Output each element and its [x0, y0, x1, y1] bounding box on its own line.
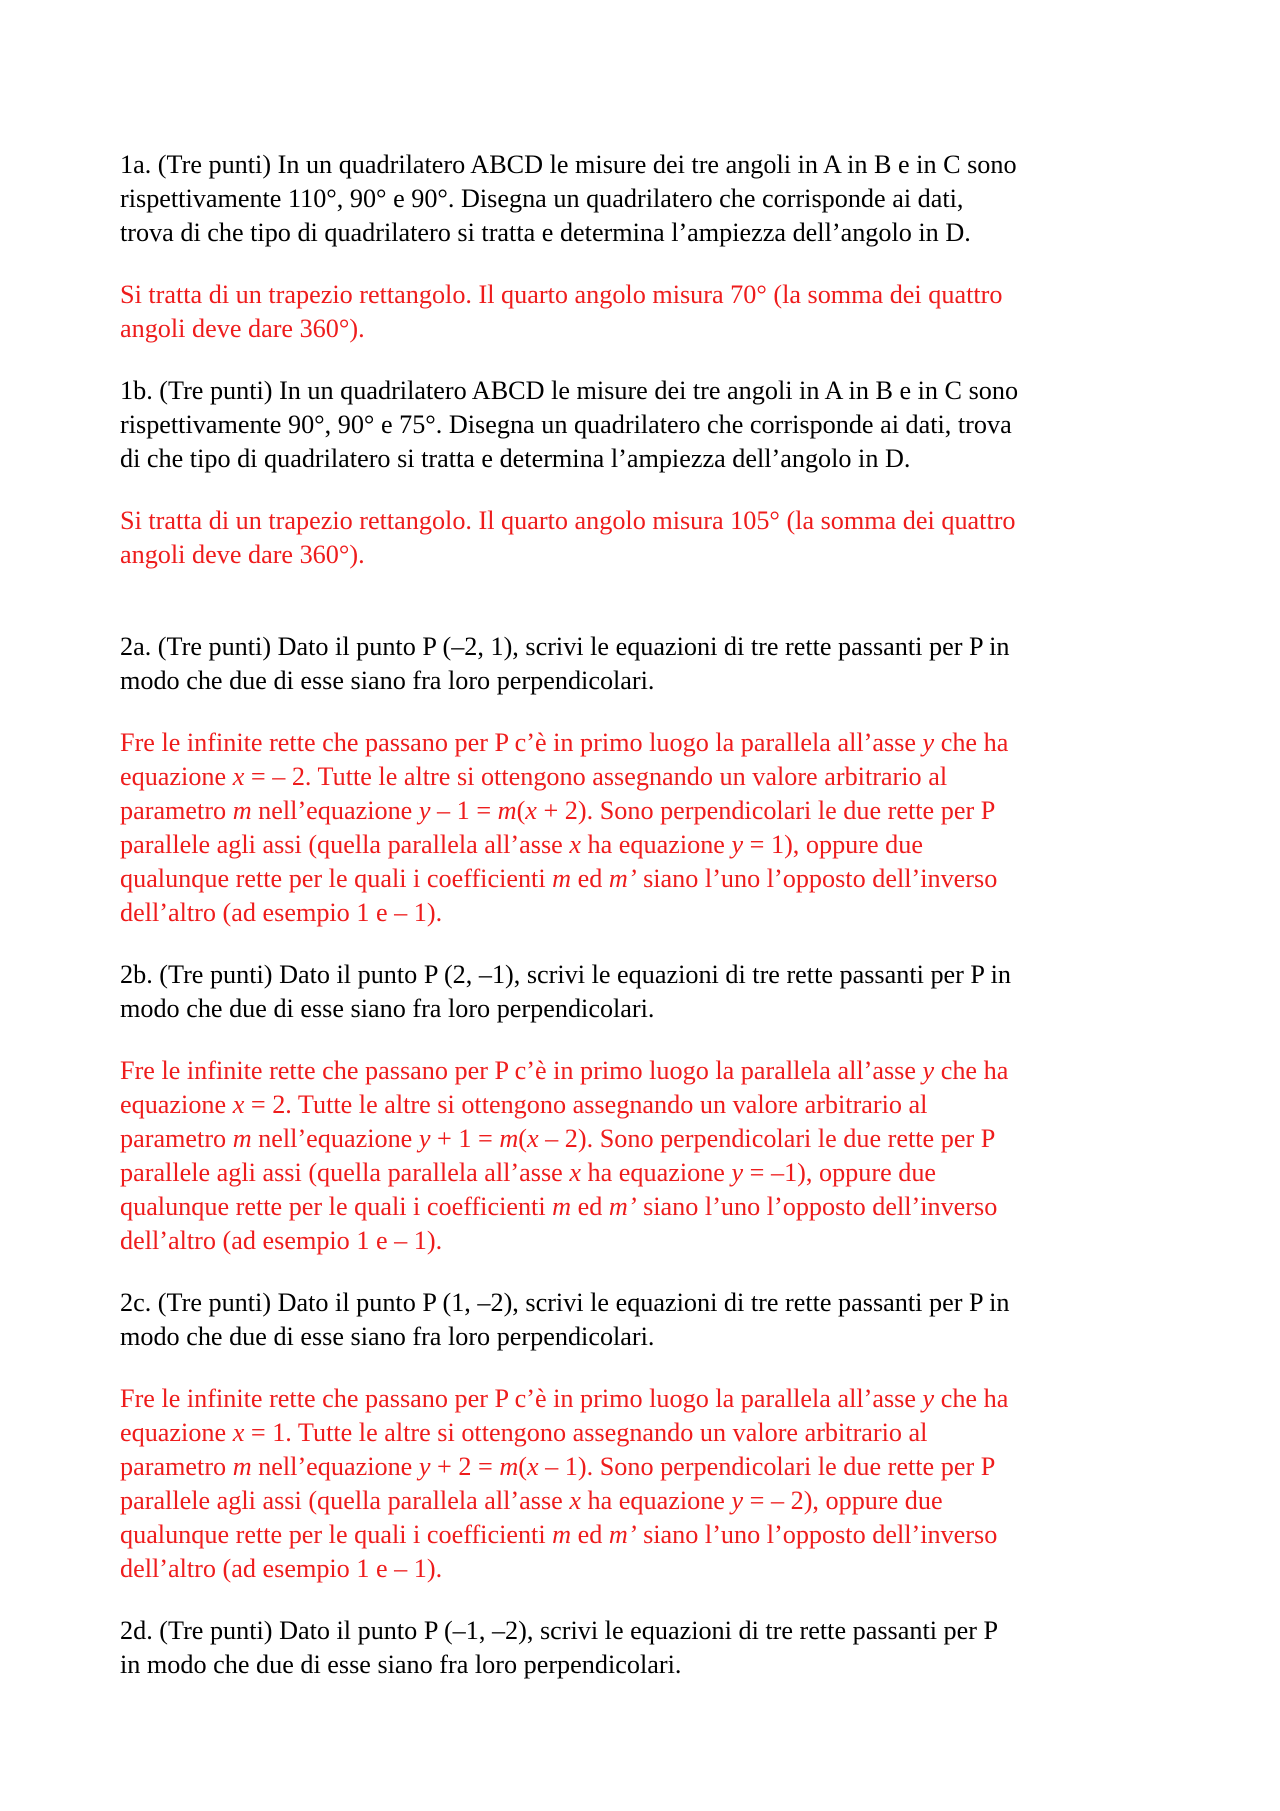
- answer-line: qualunque rette per le quali i coefficienti m ed m’ siano l’uno l’opposto dell’inverso: [120, 1192, 998, 1221]
- question-line: rispettivamente 110°, 90° e 90°. Disegna un quadrilatero che corrisponde ai dati,: [120, 184, 964, 213]
- question-1b: [120, 374, 1180, 476]
- question-line: modo che due di esse siano fra loro perpendicolari.: [120, 666, 655, 695]
- question-line: 1a. (Tre punti) In un quadrilatero ABCD le misure dei tre angoli in A in B e in C sono: [120, 150, 1017, 179]
- question-line: in modo che due di esse siano fra loro perpendicolari.: [120, 1650, 682, 1679]
- question-line: trova di che tipo di quadrilatero si tratta e determina l’ampiezza dell’angolo in D.: [120, 218, 971, 247]
- question-line: 2d. (Tre punti) Dato il punto P (–1, –2), scrivi le equazioni di tre rette passanti per P: [120, 1616, 999, 1645]
- question-line: modo che due di esse siano fra loro perpendicolari.: [120, 994, 655, 1023]
- answer-line: angoli deve dare 360°).: [120, 314, 365, 343]
- question-line: rispettivamente 90°, 90° e 75°. Disegna un quadrilatero che corrisponde ai dati, trova: [120, 410, 1012, 439]
- answer-line: parametro m nell’equazione y + 2 = m(x – 1). Sono perpendicolari le due rette per P: [120, 1452, 996, 1481]
- question-line: modo che due di esse siano fra loro perpendicolari.: [120, 1322, 655, 1351]
- answer-line: dell’altro (ad esempio 1 e – 1).: [120, 1226, 443, 1255]
- answer-line: angoli deve dare 360°).: [120, 540, 365, 569]
- answer-line: parallele agli assi (quella parallela all’asse x ha equazione y = – 2), oppure due: [120, 1486, 943, 1515]
- answer-2a: [120, 726, 1180, 930]
- question-line: di che tipo di quadrilatero si tratta e determina l’ampiezza dell’angolo in D.: [120, 444, 911, 473]
- answer-2b: [120, 1054, 1180, 1258]
- question-2b: [120, 958, 1180, 1026]
- answer-line: Fre le infinite rette che passano per P c’è in primo luogo la parallela all’asse y che ha: [120, 1056, 1009, 1085]
- question-line: 1b. (Tre punti) In un quadrilatero ABCD le misure dei tre angoli in A in B e in C sono: [120, 376, 1019, 405]
- answer-line: equazione x = – 2. Tutte le altre si ottengono assegnando un valore arbitrario al: [120, 762, 948, 791]
- document-page: [120, 148, 1180, 1682]
- answer-line: qualunque rette per le quali i coefficienti m ed m’ siano l’uno l’opposto dell’inverso: [120, 864, 998, 893]
- question-line: 2a. (Tre punti) Dato il punto P (–2, 1), scrivi le equazioni di tre rette passanti per P in: [120, 632, 1010, 661]
- answer-line: dell’altro (ad esempio 1 e – 1).: [120, 1554, 443, 1583]
- answer-line: dell’altro (ad esempio 1 e – 1).: [120, 898, 443, 927]
- question-1a: [120, 148, 1180, 250]
- answer-1b: [120, 504, 1180, 572]
- question-2c: [120, 1286, 1180, 1354]
- answer-line: equazione x = 2. Tutte le altre si ottengono assegnando un valore arbitrario al: [120, 1090, 928, 1119]
- answer-line: Si tratta di un trapezio rettangolo. Il quarto angolo misura 70° (la somma dei quattro: [120, 280, 1003, 309]
- answer-line: equazione x = 1. Tutte le altre si ottengono assegnando un valore arbitrario al: [120, 1418, 928, 1447]
- question-line: 2b. (Tre punti) Dato il punto P (2, –1), scrivi le equazioni di tre rette passanti per P in: [120, 960, 1011, 989]
- answer-line: parametro m nell’equazione y – 1 = m(x + 2). Sono perpendicolari le due rette per P: [120, 796, 996, 825]
- answer-line: parallele agli assi (quella parallela all’asse x ha equazione y = 1), oppure due: [120, 830, 923, 859]
- answer-1a: [120, 278, 1180, 346]
- question-line: 2c. (Tre punti) Dato il punto P (1, –2), scrivi le equazioni di tre rette passanti per P in: [120, 1288, 1010, 1317]
- answer-line: qualunque rette per le quali i coefficienti m ed m’ siano l’uno l’opposto dell’inverso: [120, 1520, 998, 1549]
- answer-line: Fre le infinite rette che passano per P c’è in primo luogo la parallela all’asse y che ha: [120, 728, 1009, 757]
- answer-line: Fre le infinite rette che passano per P c’è in primo luogo la parallela all’asse y che ha: [120, 1384, 1009, 1413]
- question-2d: [120, 1614, 1180, 1682]
- answer-line: parametro m nell’equazione y + 1 = m(x – 2). Sono perpendicolari le due rette per P: [120, 1124, 996, 1153]
- question-2a: [120, 630, 1180, 698]
- answer-line: Si tratta di un trapezio rettangolo. Il quarto angolo misura 105° (la somma dei quattro: [120, 506, 1016, 535]
- answer-line: parallele agli assi (quella parallela all’asse x ha equazione y = –1), oppure due: [120, 1158, 937, 1187]
- answer-2c: [120, 1382, 1180, 1586]
